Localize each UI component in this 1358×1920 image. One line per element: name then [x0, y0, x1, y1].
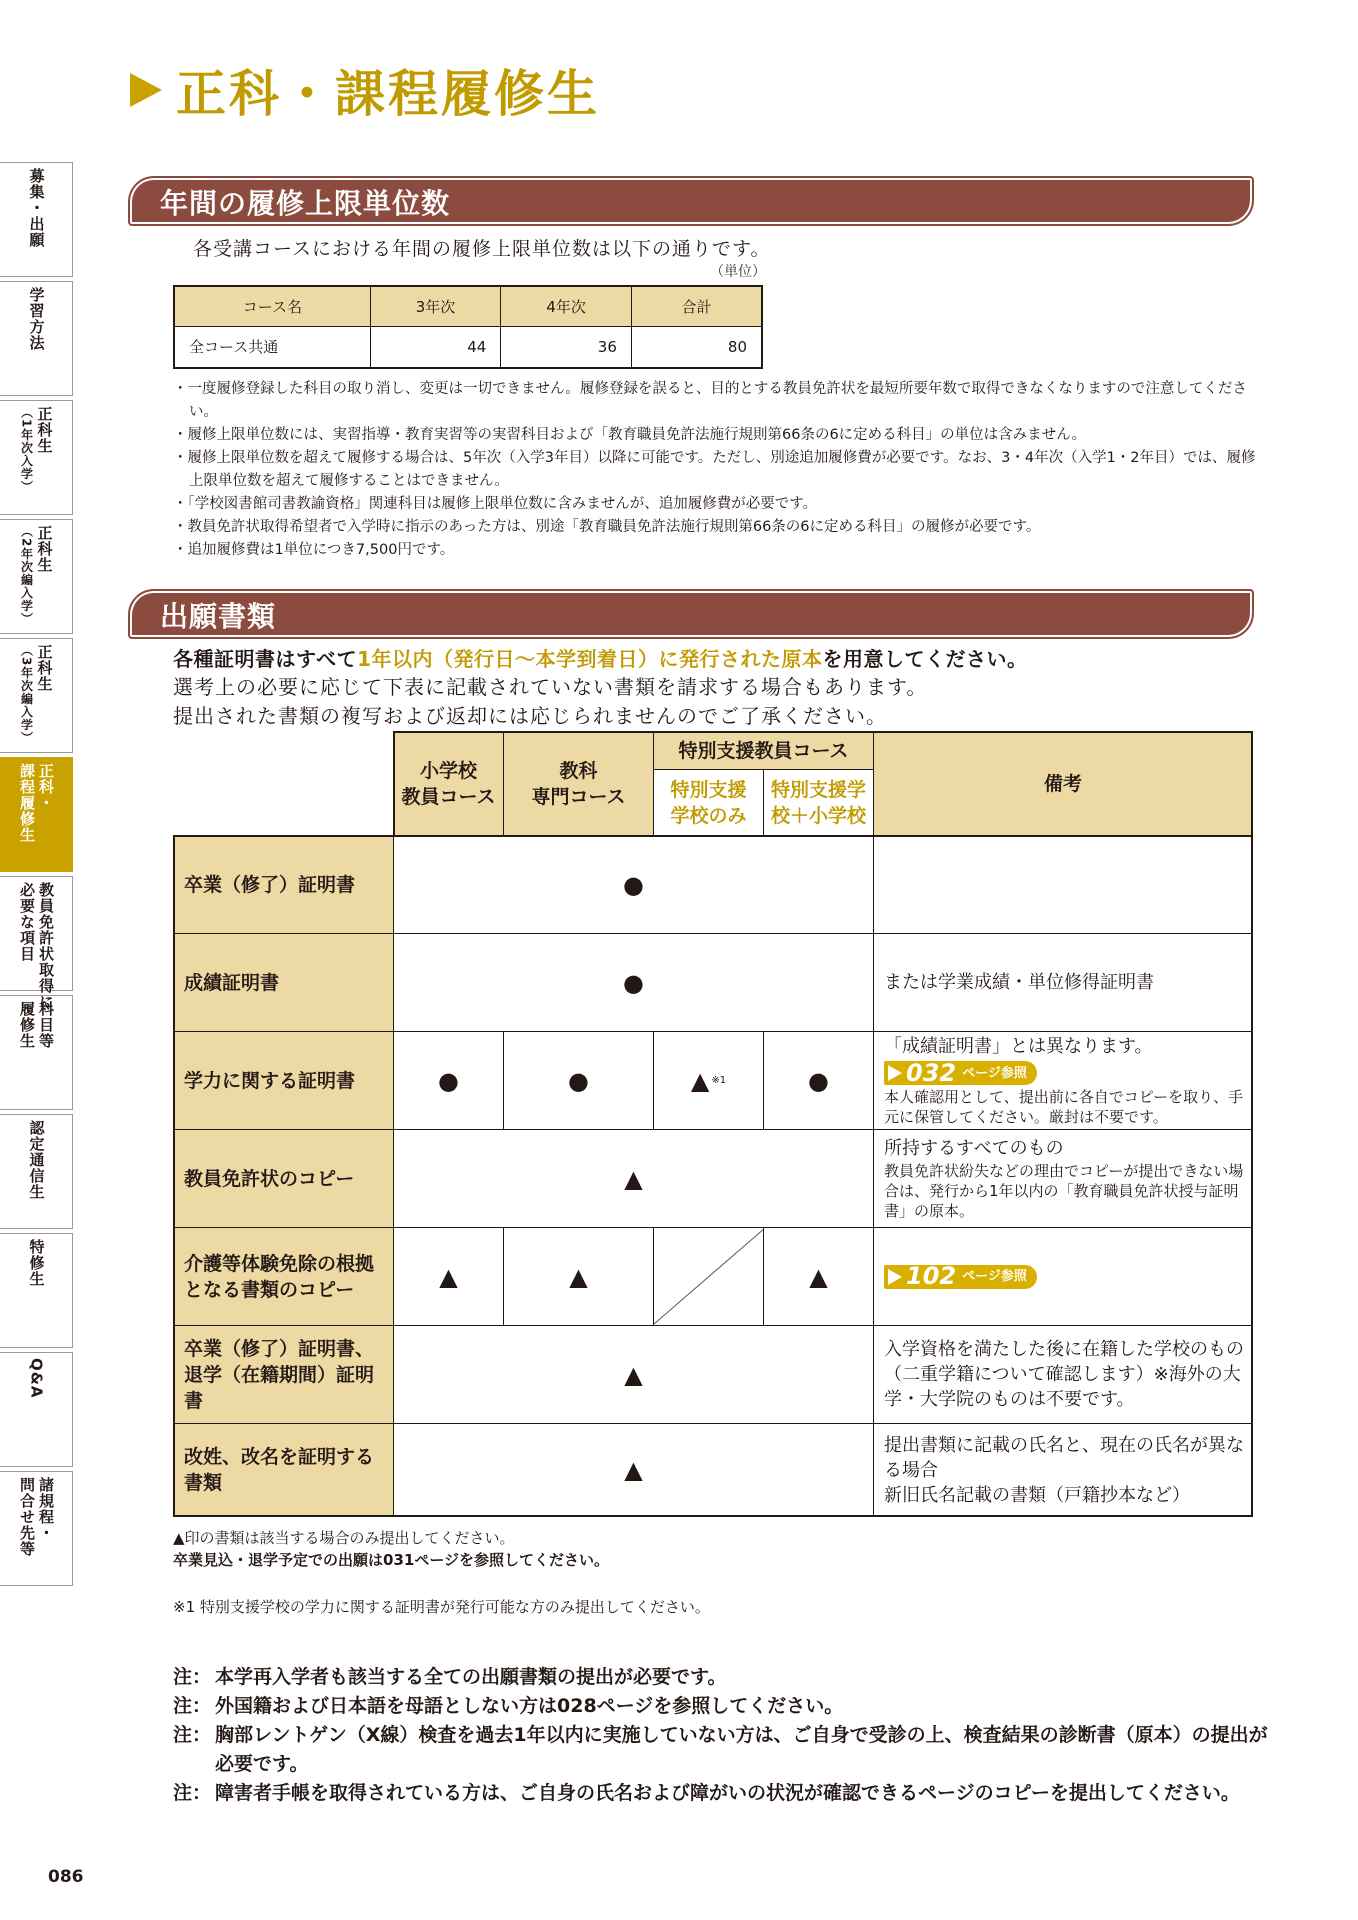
note-prefix: 注： — [173, 1782, 212, 1804]
sidebar-tab-label: 課程履修生 — [18, 762, 36, 843]
sidebar-tab-inner — [18, 1001, 54, 1105]
note-item — [173, 1692, 1273, 1721]
sidebar-tab-inner — [18, 763, 54, 867]
table-row — [174, 326, 762, 368]
remark-cell — [873, 835, 1253, 934]
requirement-line: 提出された書類の複写および返却には応じられませんのでご了承ください。 — [173, 704, 887, 728]
required-mark: ● — [393, 835, 874, 934]
page-ref-arrow-icon — [888, 1065, 902, 1081]
list-item: ・ 履修上限単位数には、実習指導・教育実習等の実習科目および「教育職員免許法施行規則第66条の6に定める科目」の単位は含みません。 — [173, 424, 1263, 447]
sidebar-tab-inner — [28, 1239, 45, 1343]
table-legend — [173, 1527, 609, 1571]
row-label: 改姓、改名を証明する書類 — [173, 1423, 394, 1517]
sidebar-tab-inner — [20, 525, 53, 629]
sidebar-tab-sublabel: （2年次編入学） — [19, 524, 34, 625]
remark-cell — [873, 1325, 1253, 1424]
legend-text: ▲印の書類は該当する場合のみ提出してください。 — [173, 1529, 515, 1547]
table-header: 4年次 — [501, 286, 632, 326]
requirement-highlight: 1年以内（発行日〜本学到着日）に発行された原本 — [357, 647, 823, 671]
page-number: 086 — [48, 1867, 84, 1887]
page-title-text: 正科・課程履修生 — [176, 65, 600, 123]
conditional-mark — [653, 1031, 764, 1130]
sidebar-tab-inner — [28, 1120, 45, 1224]
remark-text: または学業成績・単位修得証明書 — [884, 972, 1154, 993]
remark-cell — [873, 1129, 1253, 1228]
diagonal-slash — [654, 1227, 763, 1326]
requirement-text: 各種証明書はすべて — [173, 647, 358, 671]
legend-bold-text: 卒業見込・退学予定での出願は031ページを参照してください。 — [173, 1551, 610, 1569]
page-title — [130, 60, 600, 123]
sidebar-tab-label: 諸規程・ — [37, 1476, 55, 1541]
page-ref-label: ページ参照 — [962, 1065, 1027, 1081]
table-header: 3年次 — [370, 286, 501, 326]
sidebar-tab-sublabel: （1年次入学） — [19, 405, 34, 493]
note-item — [173, 1663, 1273, 1692]
remark-cell — [873, 1031, 1253, 1130]
conditional-mark: ▲ — [393, 1227, 504, 1326]
sidebar-tab[interactable] — [0, 1352, 73, 1467]
table-cell: 44 — [370, 326, 501, 368]
note-prefix: 注： — [173, 1695, 212, 1717]
sidebar-tab[interactable] — [0, 519, 73, 634]
note-text: 胸部レントゲン（X線）検査を過去1年以内に実施していない方は、ご自身で受診の上、検査結果の診断書（原本）の提出が必要です。 — [215, 1724, 1268, 1775]
section-intro: 各受講コースにおける年間の履修上限単位数は以下の通りです。 — [193, 238, 771, 260]
sidebar-tab-label: 学習方法 — [27, 286, 46, 351]
conditional-mark: ▲ — [503, 1227, 654, 1326]
note-prefix: 注： — [173, 1724, 212, 1746]
column-header: 小学校 教員コース — [393, 731, 504, 836]
sidebar-tab-inner — [18, 881, 55, 1010]
row-label: 卒業（修了）証明書 — [173, 835, 394, 934]
remark-cell — [873, 1227, 1253, 1326]
unit-label: （単位） — [710, 264, 766, 280]
remark-small-text: 教員免許状紛失などの理由でコピーが提出できない場合は、発行から1年以内の「教育職員免許状授与証明書」の原本。 — [884, 1162, 1244, 1220]
sidebar-tab[interactable] — [0, 876, 73, 1010]
sidebar-tab-label: 問合せ先等 — [18, 1476, 36, 1557]
title-arrow-icon — [130, 73, 162, 107]
sidebar-tab-label: 履修生 — [18, 1000, 36, 1049]
sidebar-tab-label: 募集・出願 — [27, 167, 46, 248]
sidebar-tab-inner — [20, 406, 53, 510]
remark-cell — [873, 1423, 1253, 1517]
row-label: 成績証明書 — [173, 933, 394, 1032]
row-label: 卒業（修了）証明書、退学（在籍期間）証明書 — [173, 1325, 394, 1424]
credit-limit-table — [173, 285, 763, 369]
sidebar-tab-inner — [28, 168, 45, 272]
required-mark: ● — [393, 933, 874, 1032]
section-heading: 年間の履修上限単位数 — [160, 187, 451, 220]
list-item: ・ 「学校図書館司書教諭資格」関連科目は履修上限単位数に含みませんが、追加履修費が必要です。 — [173, 493, 1263, 516]
sidebar-tab[interactable] — [0, 162, 73, 277]
sidebar-tab-inner — [20, 644, 53, 748]
sidebar-tab-label: 正科生 — [35, 524, 54, 573]
column-header: 備考 — [873, 731, 1253, 836]
note-text: 本学再入学者も該当する全ての出願書類の提出が必要です。 — [215, 1666, 727, 1688]
conditional-mark: ▲ — [393, 1129, 874, 1228]
sidebar-tab-label: 正科・ — [37, 762, 55, 811]
sidebar-tab[interactable] — [0, 995, 73, 1110]
column-header: 教科 専門コース — [503, 731, 654, 836]
column-subheader: 特別支援 学校のみ — [653, 769, 764, 836]
conditional-mark-symbol: ▲ — [690, 1066, 710, 1095]
sidebar-tab-label: 教員免許状取得に — [37, 881, 55, 1010]
remark-text: 「成績証明書」とは異なります。 — [884, 1036, 1153, 1057]
sidebar-tab-inner — [18, 1477, 54, 1581]
required-mark: ● — [763, 1031, 874, 1130]
list-item: ・ 教員免許状取得希望者で入学時に指示のあった方は、別途「教育職員免許法施行規則第66条の6に定める科目」の履修が必要です。 — [173, 516, 1263, 539]
table-cell: 80 — [631, 326, 762, 368]
section-heading: 出願書類 — [160, 600, 277, 633]
table-header-row — [174, 286, 762, 326]
application-notes — [173, 1663, 1273, 1808]
sidebar-tab[interactable] — [0, 1233, 73, 1348]
table-cell: 36 — [501, 326, 632, 368]
footnote-ref: ※1 — [711, 1075, 727, 1086]
note-text: 障害者手帳を取得されている方は、ご自身の氏名および障がいの状況が確認できるページのコピーを提出してください。 — [215, 1782, 1240, 1804]
sidebar-tab-label: 必要な項目 — [18, 881, 36, 962]
conditional-mark: ▲ — [393, 1423, 874, 1517]
conditional-mark: ▲ — [763, 1227, 874, 1326]
column-header: 特別支援教員コース — [653, 731, 874, 770]
sidebar-tab-sublabel: （3年次編入学） — [19, 643, 34, 744]
sidebar-tab[interactable] — [0, 1114, 73, 1229]
remark-small-text: 本人確認用として、提出前に各自でコピーを取り、手元に保管してください。厳封は不要です。 — [884, 1088, 1244, 1126]
row-label: 学力に関する証明書 — [173, 1031, 394, 1130]
page-ref-label: ページ参照 — [962, 1269, 1027, 1284]
section-heading-bar — [130, 591, 1252, 637]
sidebar-tab[interactable] — [0, 638, 73, 753]
sidebar-tab[interactable] — [0, 281, 73, 396]
remark-cell — [873, 933, 1253, 1032]
page-reference-link[interactable] — [884, 1058, 1037, 1087]
list-item: ・ 一度履修登録した科目の取り消し、変更は一切できません。履修登録を誤ると、目的とする教員免許状を最短所要年数で取得できなくなりますので注意してください。 — [173, 378, 1263, 424]
footnote: ※1 特別支援学校の学力に関する証明書が発行可能な方のみ提出してください。 — [173, 1598, 710, 1616]
sidebar-tab-inner — [28, 287, 45, 391]
remark-text: 所持するすべてのもの — [884, 1138, 1064, 1159]
list-item: ・ 履修上限単位数を超えて履修する場合は、5年次（入学3年目）以降に可能です。ただし、別途追加履修費が必要です。なお、3・4年次（入学1・2年目）では、履修上限単位数を超えて履修することはできません。 — [173, 447, 1263, 493]
not-applicable-cell — [653, 1227, 764, 1326]
column-subheader: 特別支援学 校＋小学校 — [763, 769, 874, 836]
sidebar-tab-label: Q&A — [27, 1357, 46, 1398]
page-ref-number: 032 — [906, 1058, 957, 1087]
table-cell: 全コース共通 — [174, 326, 370, 368]
sidebar-tab-label: 正科生 — [35, 405, 54, 454]
page-reference-link[interactable] — [884, 1262, 1037, 1290]
sidebar-tab-label: 認定通信生 — [27, 1119, 46, 1200]
section-heading-bar — [130, 178, 1252, 224]
sidebar-tab-label: 科目等 — [37, 1000, 55, 1049]
sidebar-tab[interactable] — [0, 757, 73, 872]
required-mark: ● — [503, 1031, 654, 1130]
note-text: 外国籍および日本語を母語としない方は028ページを参照してください。 — [215, 1695, 844, 1717]
note-prefix: 注： — [173, 1666, 212, 1688]
sidebar-tab-inner — [28, 1358, 45, 1462]
row-label: 介護等体験免除の根拠となる書類のコピー — [173, 1227, 394, 1326]
page-ref-number: 102 — [906, 1262, 957, 1290]
note-item — [173, 1779, 1273, 1808]
requirement-line — [173, 643, 1028, 672]
remark-text: 提出書類に記載の氏名と、現在の氏名が異なる場合 新旧氏名記載の書類（戸籍抄本など） — [884, 1434, 1244, 1506]
list-item: ・ 追加履修費は1単位につき7,500円です。 — [173, 539, 1263, 562]
page-ref-arrow-icon — [888, 1269, 902, 1285]
table-header: 合計 — [631, 286, 762, 326]
sidebar-tab-label: 特修生 — [27, 1238, 46, 1287]
sidebar-tab[interactable] — [0, 1471, 73, 1586]
sidebar-tab[interactable] — [0, 400, 73, 515]
row-label: 教員免許状のコピー — [173, 1129, 394, 1228]
table-header: コース名 — [174, 286, 370, 326]
required-mark: ● — [393, 1031, 504, 1130]
application-documents-table — [173, 731, 1253, 1517]
sidebar-index-tabs — [0, 162, 73, 1590]
requirement-line: 選考上の必要に応じて下表に記載されていない書類を請求する場合もあります。 — [173, 675, 928, 699]
sidebar-tab-label: 正科生 — [35, 643, 54, 692]
credit-notes-list — [173, 378, 1263, 562]
requirement-text: を用意してください。 — [822, 647, 1028, 671]
note-item — [173, 1721, 1273, 1779]
remark-text: 入学資格を満たした後に在籍した学校のもの（二重学籍について確認します）※海外の大学・大学院のものは不要です。 — [884, 1339, 1244, 1410]
conditional-mark: ▲ — [393, 1325, 874, 1424]
